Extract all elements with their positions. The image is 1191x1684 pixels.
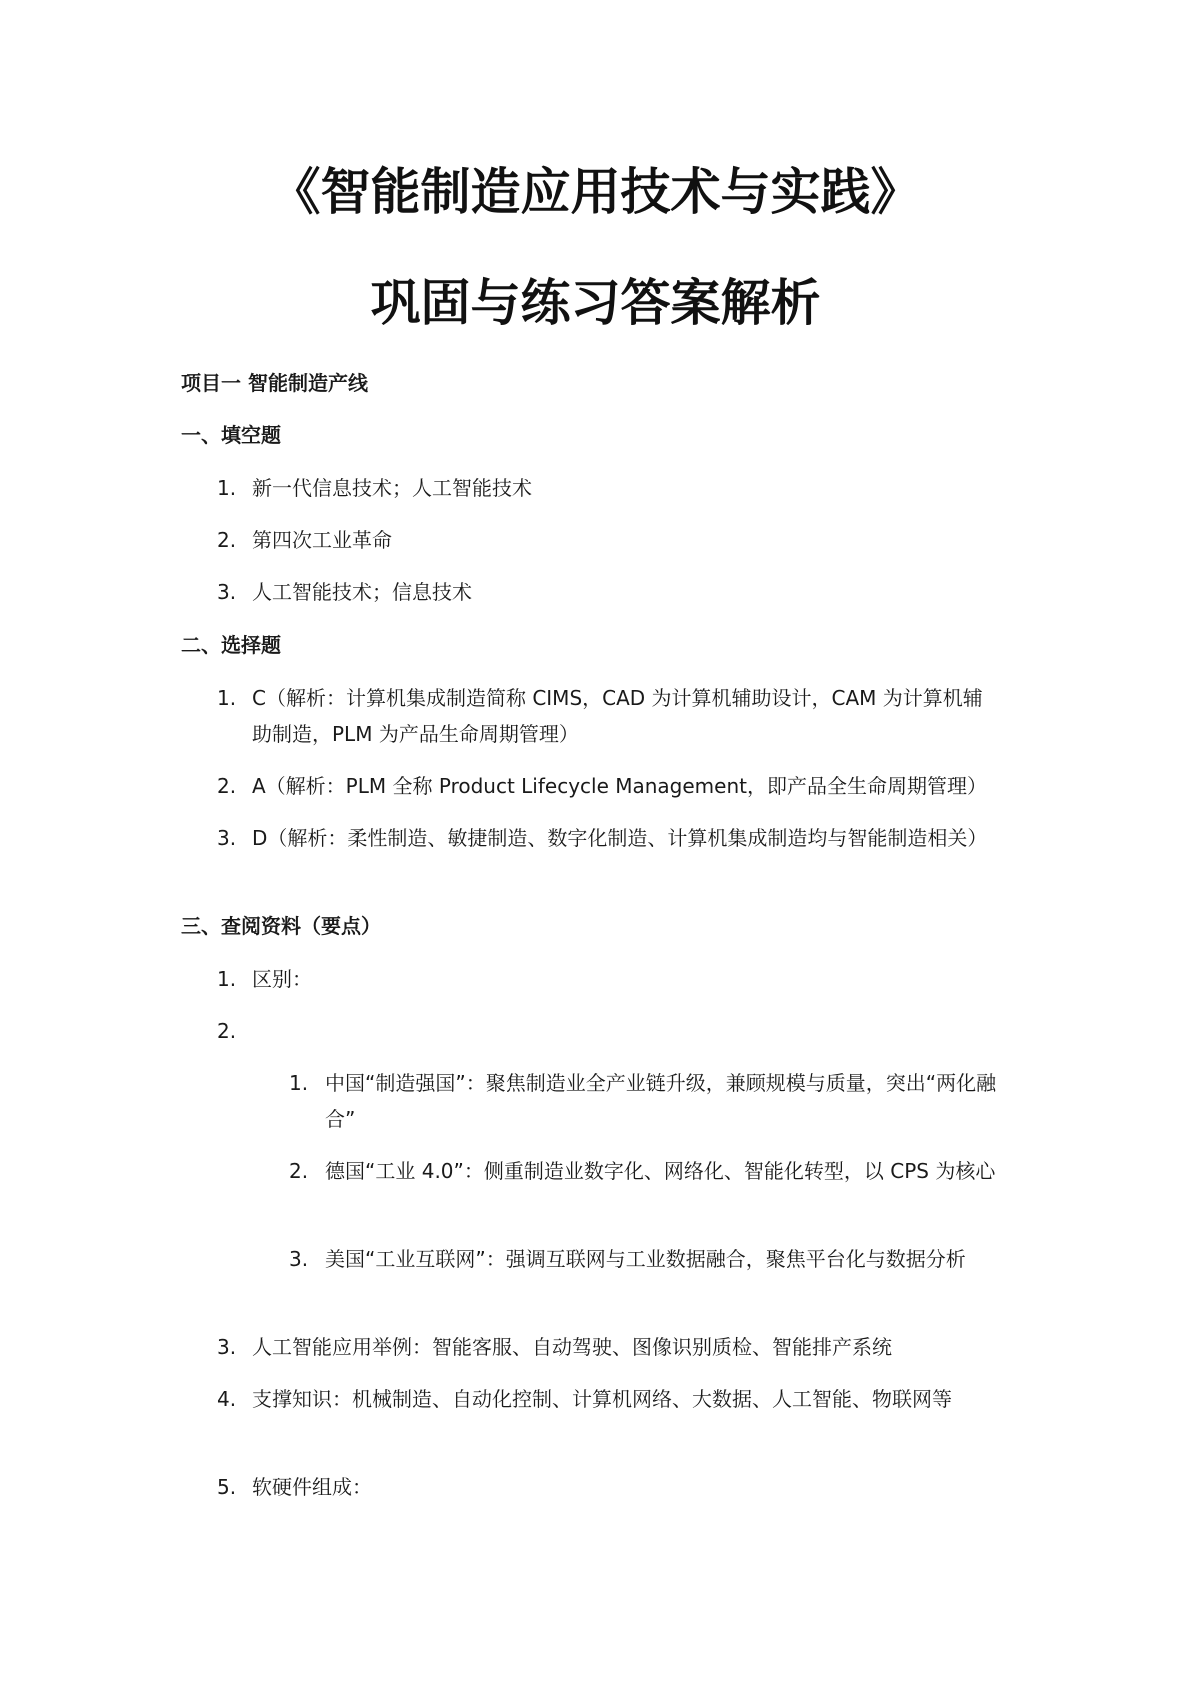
list-item-number: 3.: [217, 580, 237, 604]
list-item-text: A（解析：PLM 全称 Product Lifecycle Management，即产品全生命周期管理）: [252, 774, 987, 798]
list-item-number: 2.: [217, 1019, 237, 1043]
section1-heading: 一、填空题: [181, 423, 281, 447]
list-item-number: 1.: [217, 967, 237, 991]
section3-heading: 三、查阅资料（要点）: [181, 914, 381, 938]
list-item-number: 2.: [217, 774, 237, 798]
sub-list-item-text: 美国“工业互联网”：强调互联网与工业数据融合，聚焦平台化与数据分析: [325, 1247, 966, 1271]
list-item-number: 3.: [217, 1335, 237, 1359]
project-heading: 项目一 智能制造产线: [181, 371, 368, 395]
list-item-text: 人工智能应用举例：智能客服、自动驾驶、图像识别质检、智能排产系统: [252, 1335, 892, 1359]
document-title-line2: 巩固与练习答案解析: [370, 273, 821, 332]
list-item-text: 软硬件组成：: [252, 1475, 372, 1499]
section2-heading: 二、选择题: [181, 633, 281, 657]
sub-list-item-number: 1.: [289, 1071, 309, 1095]
document-title-line1: 《智能制造应用技术与实践》: [270, 162, 921, 221]
sub-list-item-text: 中国“制造强国”：聚焦制造业全产业链升级，兼顾规模与质量，突出“两化融合”: [325, 1071, 997, 1131]
list-item-text: C（解析：计算机集成制造简称 CIMS，CAD 为计算机辅助设计，CAM 为计算机辅助制造，PLM 为产品生命周期管理）: [252, 686, 983, 746]
list-item-text: D（解析：柔性制造、敏捷制造、数字化制造、计算机集成制造均与智能制造相关）: [252, 826, 988, 850]
list-item-text: 人工智能技术；信息技术: [252, 580, 472, 604]
list-item-text: 区别：: [252, 967, 312, 991]
list-item-text: 支撑知识：机械制造、自动化控制、计算机网络、大数据、人工智能、物联网等: [252, 1387, 952, 1411]
sub-list-item-number: 2.: [289, 1159, 309, 1183]
sub-list-item-text: 德国“工业 4.0”：侧重制造业数字化、网络化、智能化转型，以 CPS 为核心: [325, 1159, 996, 1183]
sub-list-item-number: 3.: [289, 1247, 309, 1271]
list-item-number: 3.: [217, 826, 237, 850]
list-item-number: 2.: [217, 528, 237, 552]
list-item-number: 5.: [217, 1475, 237, 1499]
list-item-number: 4.: [217, 1387, 237, 1411]
list-item-text: 第四次工业革命: [252, 528, 392, 552]
list-item-number: 1.: [217, 476, 237, 500]
list-item-number: 1.: [217, 686, 237, 710]
list-item-text: 新一代信息技术；人工智能技术: [252, 476, 532, 500]
